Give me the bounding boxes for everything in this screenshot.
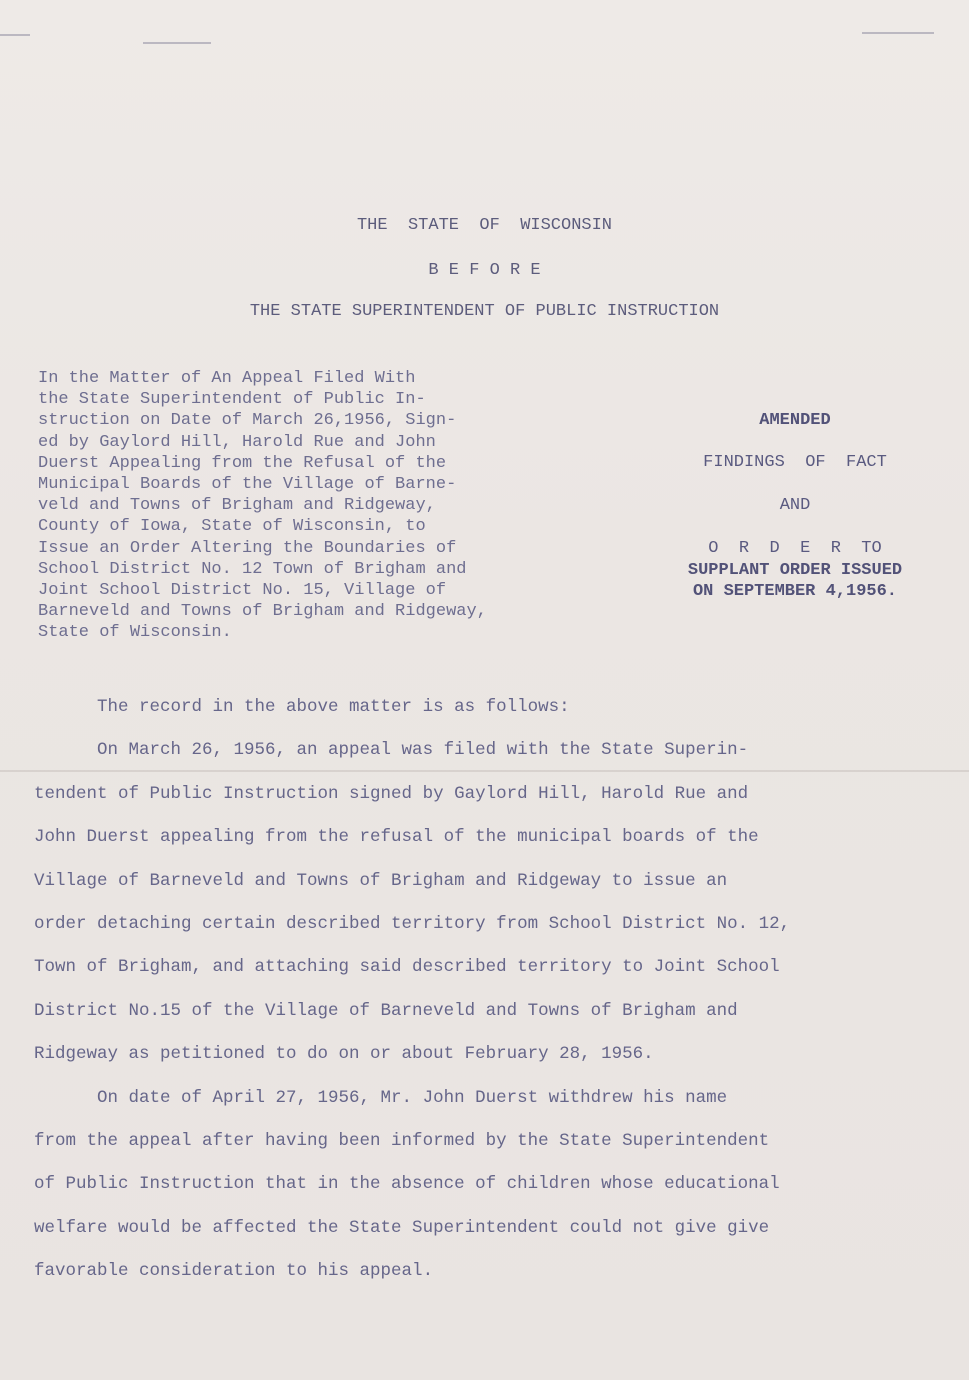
body-line: On date of April 27, 1956, Mr. John Duerst withdrew his name	[34, 1087, 728, 1108]
and-title: AND	[779, 496, 811, 515]
body-line: Town of Brigham, and attaching said described territory to Joint School	[34, 957, 780, 978]
supplant-title: SUPPLANT ORDER ISSUED	[687, 561, 903, 580]
body-line: tendent of Public Instruction signed by Gaylord Hill, Harold Rue and	[34, 783, 749, 804]
matter-line: Municipal Boards of the Village of Barne-	[38, 475, 457, 495]
body-line: welfare would be affected the State Superintendent could not give give	[34, 1217, 770, 1238]
body-line: On March 26, 1956, an appeal was filed with the State Superin-	[34, 740, 749, 761]
body-line: District No.15 of the Village of Barneveld and Towns of Brigham and	[34, 1000, 738, 1021]
matter-line: Issue an Order Altering the Boundaries of	[38, 538, 457, 558]
body-line: favorable consideration to his appeal.	[34, 1261, 434, 1282]
before-heading: B E F O R E	[428, 261, 541, 280]
matter-line: Duerst Appealing from the Refusal of the	[38, 453, 447, 473]
body-line: of Public Instruction that in the absence of children whose educational	[34, 1174, 780, 1195]
matter-line: veld and Towns of Brigham and Ridgeway,	[38, 496, 436, 516]
matter-line: School District No. 12 Town of Brigham and	[38, 559, 467, 579]
matter-line: Barneveld and Towns of Brigham and Ridgeway,	[38, 602, 487, 622]
matter-line: struction on Date of March 26,1956, Sign-	[38, 411, 457, 431]
staple-mark	[143, 42, 211, 44]
matter-line: State of Wisconsin.	[38, 623, 232, 643]
staple-mark	[862, 32, 934, 34]
body-line: order detaching certain described territory from School District No. 12,	[34, 914, 791, 935]
staple-mark	[0, 34, 30, 36]
order-title: O R D E R TO	[708, 539, 882, 558]
amended-title: AMENDED	[759, 411, 831, 430]
matter-line: ed by Gaylord Hill, Harold Rue and John	[38, 432, 436, 452]
body-line: Village of Barneveld and Towns of Brigham and Ridgeway to issue an	[34, 870, 728, 891]
body-line: from the appeal after having been informed by the State Superintendent	[34, 1131, 770, 1152]
matter-line: In the Matter of An Appeal Filed With	[38, 369, 416, 388]
matter-line: Joint School District No. 15, Village of	[38, 581, 447, 601]
order-date-title: ON SEPTEMBER 4,1956.	[692, 582, 898, 601]
superintendent-heading: THE STATE SUPERINTENDENT OF PUBLIC INSTRUCTION	[249, 302, 720, 321]
body-line: John Duerst appealing from the refusal of the municipal boards of the	[34, 827, 759, 848]
document-body	[34, 686, 954, 1294]
findings-title: FINDINGS OF FACT	[703, 453, 887, 472]
body-line: The record in the above matter is as follows:	[34, 697, 570, 717]
state-heading: THE STATE OF WISCONSIN	[356, 216, 613, 235]
matter-line: the State Superintendent of Public In-	[38, 390, 426, 410]
matter-line: County of Iowa, State of Wisconsin, to	[38, 517, 426, 537]
body-line: Ridgeway as petitioned to do on or about February 28, 1956.	[34, 1044, 654, 1065]
matter-caption	[38, 368, 628, 644]
